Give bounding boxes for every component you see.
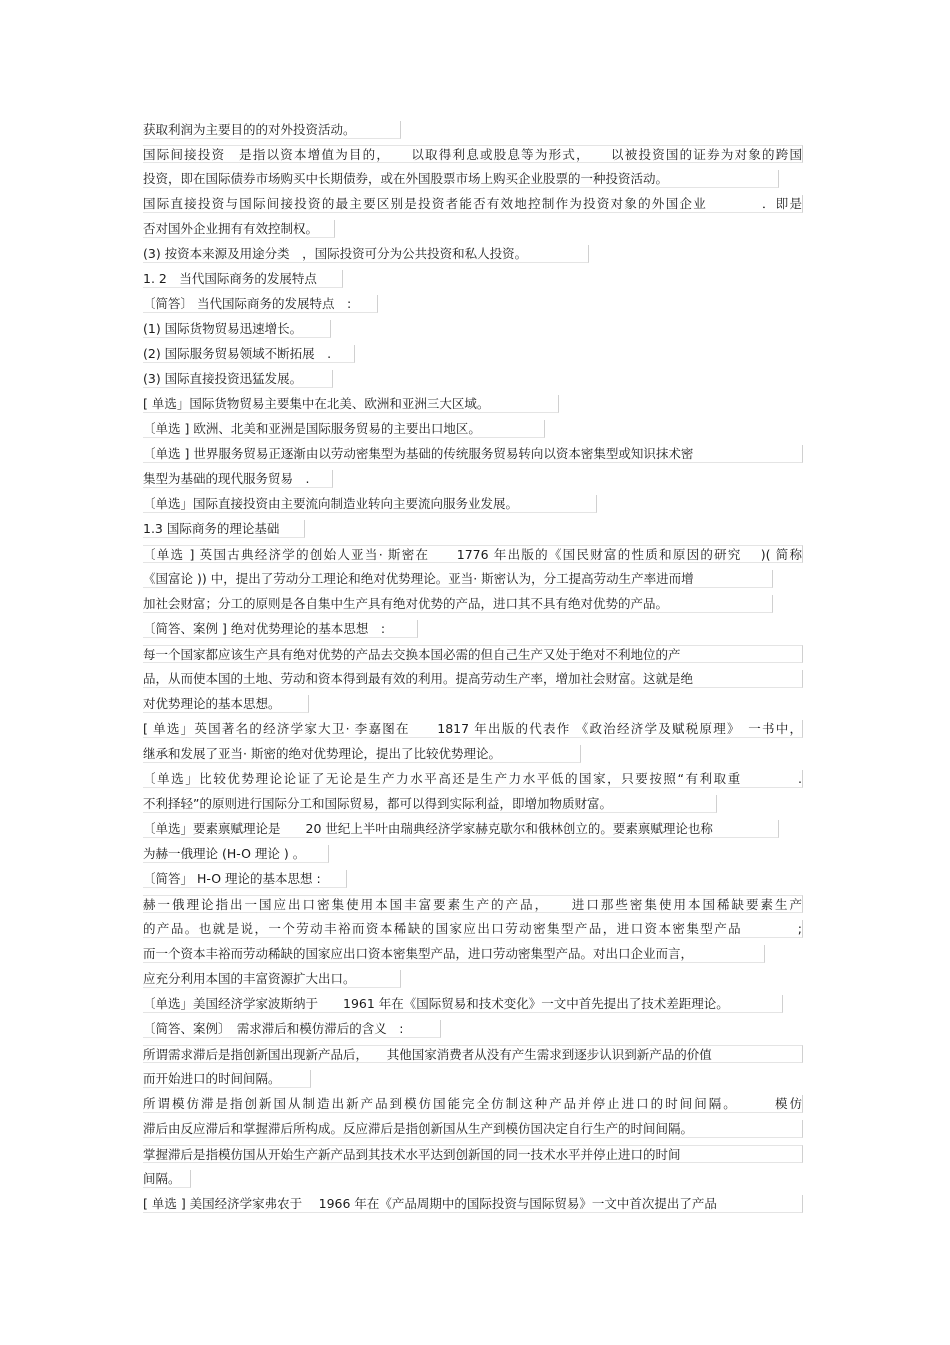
text-line: [ 单选 ] 美国经济学家弗农于 1966 年在《产品周期中的国际投资与国际贸易》一文中首次提出了产品 — [143, 1195, 803, 1213]
text-line: (2) 国际服务贸易领域不断拓展 . — [143, 345, 355, 363]
section-heading: 1.3 国际商务的理论基础 — [143, 520, 305, 538]
text-line: 而开始进口的时间间隔。 — [143, 1070, 311, 1088]
text-line: (1) 国际货物贸易迅速增长。 — [143, 320, 331, 338]
text-line: 所谓模仿滞是指创新国从制造出新产品到模仿国能完全仿制这种产品并停止进口的时间间隔。 模仿 — [143, 1096, 802, 1111]
text-line: 国际直接投资与国际间接投资的最主要区别是投资者能否有效地控制作为投资对象的外国企业 ．即是 — [143, 196, 802, 211]
text-line: 〔简答、案例 ] 绝对优势理论的基本思想 : — [143, 620, 418, 638]
text-line: 应充分利用本国的丰富资源扩大出口。 — [143, 970, 401, 988]
text-line: 〔单选」比较优势理论论证了无论是生产力水平高还是生产力水平低的国家，只要按照“有利取重 . — [143, 771, 802, 786]
text-line: 集型为基础的现代服务贸易 . — [143, 470, 333, 488]
text-line: 获取利润为主要目的的对外投资活动。 — [143, 121, 401, 139]
text-line: 〔简答、案例〕 需求滞后和模仿滞后的含义 : — [143, 1020, 441, 1038]
text-line: 继承和发展了亚当· 斯密的绝对优势理论，提出了比较优势理论。 — [143, 745, 581, 763]
text-line: 为赫一俄理论 (H-O 理论 ) 。 — [143, 845, 329, 863]
text-line: 对优势理论的基本思想。 — [143, 695, 309, 713]
text-line: (3) 按资本来源及用途分类 ，国际投资可分为公共投资和私人投资。 — [143, 245, 589, 263]
text-line: [ 单选」英国著名的经济学家大卫· 李嘉图在 1817 年出版的代表作 《政治经济学及赋税原理》 一书中， — [143, 721, 802, 736]
text-line: 《国富论 )) 中，提出了劳动分工理论和绝对优势理论。亚当· 斯密认为，分工提高劳动生产率进而增 — [143, 570, 773, 588]
text-line: 加社会财富；分工的原则是各自集中生产具有绝对优势的产品，进口其不具有绝对优势的产品。 — [143, 595, 773, 613]
text-line: 滞后由反应滞后和掌握滞后所构成。反应滞后是指创新国从生产到模仿国决定自行生产的时间间隔。 — [143, 1120, 803, 1138]
text-line: 〔简答」 H-O 理论的基本思想 : — [143, 870, 347, 888]
text-line: 〔单选 ] 世界服务贸易正逐渐由以劳动密集型为基础的传统服务贸易转向以资本密集型或知识抹术密 — [143, 445, 803, 463]
text-line: [ 单选」国际货物贸易主要集中在北美、欧洲和亚洲三大区域。 — [143, 395, 559, 413]
text-line: 〔单选 ] 英国古典经济学的创始人亚当· 斯密在 1776 年出版的《国民财富的性质和原因的研究 )( 简称 — [143, 547, 802, 562]
text-line: 的产品。也就是说，一个劳动丰裕而资本稀缺的国家应出口劳动密集型产品，进口资本密集型产品 ; — [143, 921, 802, 936]
text-line: 每一个国家都应该生产具有绝对优势的产品去交换本国必需的但自己生产又处于绝对不利地位的产 — [143, 645, 803, 663]
text-line: 品，从而使本国的土地、劳动和资本得到最有效的利用。提高劳动生产率，增加社会财富。这就是绝 — [143, 670, 803, 688]
text-line: 〔简答〕 当代国际商务的发展特点 : — [143, 295, 378, 313]
text-line: 而一个资本丰裕而劳动稀缺的国家应出口资本密集型产品，进口劳动密集型产品。对出口企业而言， — [143, 945, 765, 963]
text-line: 掌握滞后是指模仿国从开始生产新产品到其技术水平达到创新国的同一技术水平并停止进口的时间 — [143, 1145, 803, 1163]
text-line: 间隔。 — [143, 1170, 191, 1188]
section-heading: 1. 2 当代国际商务的发展特点 — [143, 270, 343, 288]
text-line: 国际间接投资 是指以资本增值为目的， 以取得利息或股息等为形式， 以被投资国的证券为对象的跨国 — [143, 147, 802, 162]
text-line: 所谓需求滞后是指创新国出现新产品后， 其他国家消费者从没有产生需求到逐步认识到新产品的价值 — [143, 1045, 803, 1063]
text-line: 〔单选 ] 欧洲、北美和亚洲是国际服务贸易的主要出口地区。 — [143, 420, 545, 438]
text-line: 投资，即在国际债券市场购买中长期债券，或在外国股票市场上购买企业股票的一种投资活动。 — [143, 170, 779, 188]
text-line: 否对国外企业拥有有效控制权。 — [143, 220, 335, 238]
text-line: (3) 国际直接投资迅猛发展。 — [143, 370, 333, 388]
text-line: 不利择轻”的原则进行国际分工和国际贸易，都可以得到实际利益，即增加物质财富。 — [143, 795, 717, 813]
text-line: 〔单选」国际直接投资由主要流向制造业转向主要流向服务业发展。 — [143, 495, 597, 513]
text-line: 〔单选」美国经济学家波斯纳于 1961 年在《国际贸易和技术变化》一文中首先提出了技术差距理论。 — [143, 995, 783, 1013]
text-line: 赫一俄理论指出一国应出口密集使用本国丰富要素生产的产品， 进口那些密集使用本国稀缺要素生产 — [143, 897, 802, 912]
text-line: 〔单选」要素禀赋理论是 20 世纪上半叶由瑞典经济学家赫克歇尔和俄林创立的。要素禀赋理论也称 — [143, 820, 779, 838]
